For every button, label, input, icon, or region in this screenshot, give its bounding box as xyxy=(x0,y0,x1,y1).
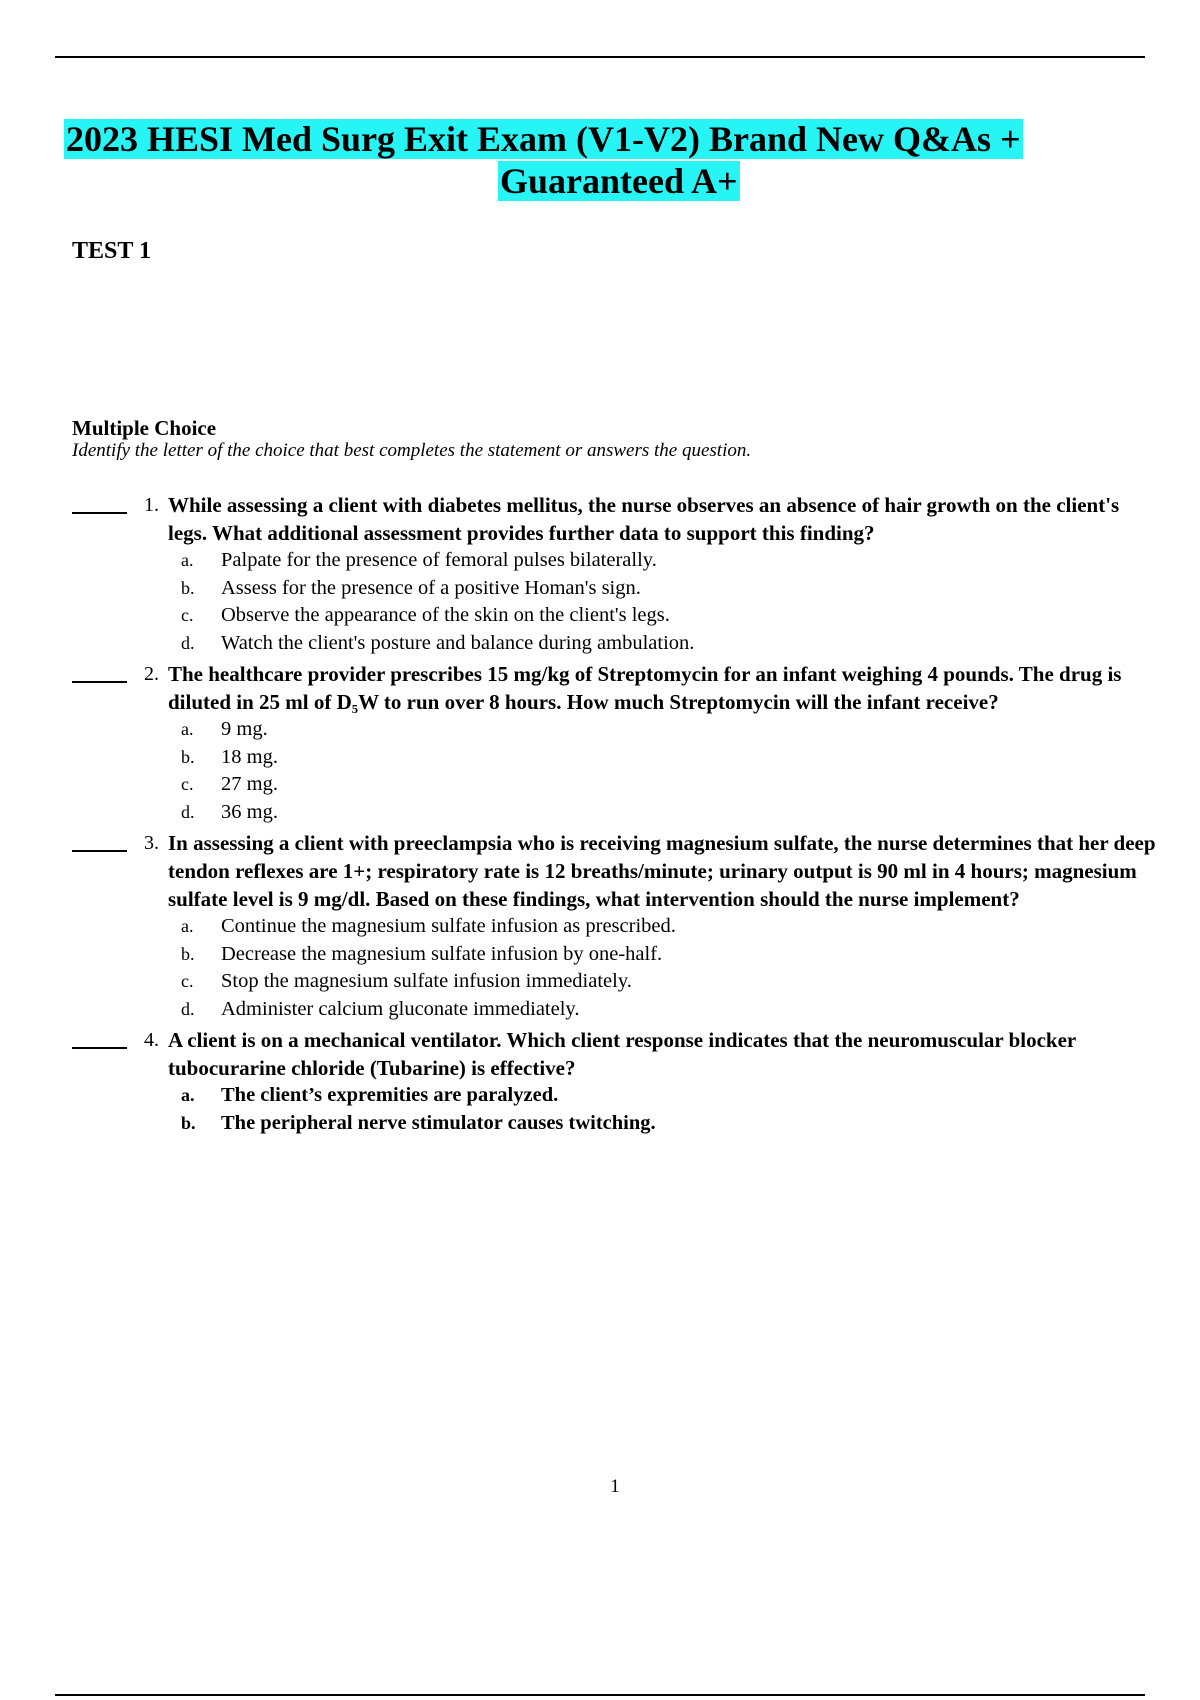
choice-text: 36 mg. xyxy=(221,800,278,823)
choice-text: Decrease the magnesium sulfate infusion by one-half. xyxy=(221,942,663,965)
choice-text: 9 mg. xyxy=(221,718,268,740)
choice-list xyxy=(181,913,1200,1023)
choice-item xyxy=(181,941,1200,969)
choice-text: Observe the appearance of the skin on the client's legs. xyxy=(221,604,670,626)
choice-letter: d. xyxy=(181,632,195,653)
question-text: In assessing a client with preeclampsia who is receiving magnesium sulfate, the nurse determines that her deep tendon reflexes are 1+; respiratory rate is 12 breaths/minute; urinary output is 90 ml in 4 hours; magnesium sulfate level is 9 mg/dl. Based on these findings, what intervention should the nurse implement? xyxy=(168,831,1156,911)
choice-text: Continue the magnesium sulfate infusion as prescribed. xyxy=(221,915,676,937)
answer-blank[interactable] xyxy=(72,1047,127,1049)
choice-letter: b. xyxy=(181,943,195,964)
choice-list xyxy=(181,1082,1200,1137)
question-list xyxy=(0,491,1200,1140)
choice-text: The client’s expremities are paralyzed. xyxy=(221,1084,559,1106)
choice-text: 18 mg. xyxy=(221,745,278,768)
choice-letter: c. xyxy=(181,605,194,625)
answer-blank[interactable] xyxy=(72,681,127,683)
choice-item xyxy=(181,547,1200,575)
question-number: 4. xyxy=(144,1029,159,1051)
choice-item xyxy=(181,1082,1200,1110)
section-instructions: Identify the letter of the choice that best completes the statement or answers the question. xyxy=(72,440,752,461)
question-text: A client is on a mechanical ventilator. Which client response indicates that the neuromuscular blocker tubocurarine chloride (Tubarine) is effective? xyxy=(168,1028,1076,1080)
question-2 xyxy=(0,660,1200,826)
bottom-rule xyxy=(55,1694,1145,1696)
question-4 xyxy=(0,1026,1200,1137)
choice-text: Administer calcium gluconate immediately. xyxy=(221,997,580,1020)
choice-text: The peripheral nerve stimulator causes twitching. xyxy=(221,1111,656,1134)
choice-text: Stop the magnesium sulfate infusion immediately. xyxy=(221,970,632,992)
document-title xyxy=(64,118,1124,202)
choice-item xyxy=(181,771,1200,799)
test-label: TEST 1 xyxy=(72,238,151,264)
choice-letter: b. xyxy=(181,577,195,598)
choice-item xyxy=(181,602,1200,630)
choice-text: Watch the client's posture and balance during ambulation. xyxy=(221,631,695,654)
question-text: The healthcare provider prescribes 15 mg/kg of Streptomycin for an infant weighing 4 pounds. The drug is diluted in 25 ml of D₅W to run over 8 hours. How much Streptomycin will the infant receive? xyxy=(168,662,1122,714)
question-3 xyxy=(0,829,1200,1023)
question-1 xyxy=(0,491,1200,657)
choice-letter: a. xyxy=(181,719,194,739)
question-number: 2. xyxy=(144,663,159,685)
choice-letter: b. xyxy=(181,746,195,767)
choice-item xyxy=(181,630,1200,658)
choice-text: Palpate for the presence of femoral pulses bilaterally. xyxy=(221,549,657,571)
question-text: While assessing a client with diabetes mellitus, the nurse observes an absence of hair growth on the client's legs. What additional assessment provides further data to support this finding? xyxy=(168,493,1120,545)
choice-letter: b. xyxy=(181,1112,196,1133)
choice-item xyxy=(181,1110,1200,1138)
choice-item xyxy=(181,575,1200,603)
choice-letter: d. xyxy=(181,801,195,822)
choice-item xyxy=(181,716,1200,744)
answer-blank[interactable] xyxy=(72,850,127,852)
title-line-1: 2023 HESI Med Surg Exit Exam (V1-V2) Brand New Q&As + xyxy=(66,119,1021,159)
choice-text: Assess for the presence of a positive Homan's sign. xyxy=(221,576,641,599)
choice-item xyxy=(181,913,1200,941)
choice-text: 27 mg. xyxy=(221,773,278,795)
choice-list xyxy=(181,547,1200,657)
section-heading: Multiple Choice xyxy=(72,416,217,440)
choice-item xyxy=(181,968,1200,996)
choice-letter: a. xyxy=(181,916,194,936)
choice-list xyxy=(181,716,1200,826)
choice-letter: c. xyxy=(181,971,194,991)
choice-letter: a. xyxy=(181,550,194,570)
choice-letter: a. xyxy=(181,1085,195,1105)
choice-item xyxy=(181,996,1200,1024)
top-rule xyxy=(55,56,1145,58)
question-number: 1. xyxy=(144,494,159,516)
title-line-2: Guaranteed A+ xyxy=(500,161,738,201)
answer-blank[interactable] xyxy=(72,512,127,514)
page-number: 1 xyxy=(610,1476,620,1497)
choice-item xyxy=(181,744,1200,772)
choice-letter: d. xyxy=(181,998,195,1019)
question-number: 3. xyxy=(144,832,159,854)
choice-letter: c. xyxy=(181,774,194,794)
choice-item xyxy=(181,799,1200,827)
